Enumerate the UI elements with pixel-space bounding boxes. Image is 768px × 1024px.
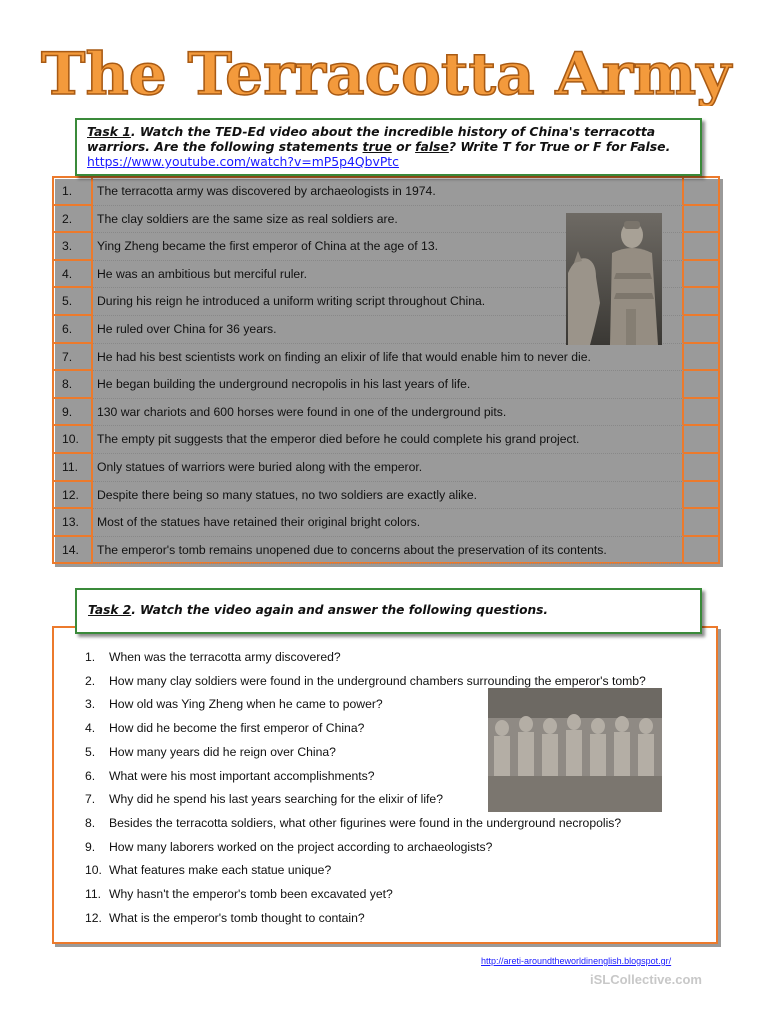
statement-text: The emperor's tomb remains unopened due to concerns about the preservation of its contents. — [93, 537, 684, 565]
question-item — [85, 887, 393, 901]
statement-number: 2. — [54, 206, 93, 234]
answer-cell[interactable] — [684, 206, 718, 234]
statement-row — [54, 399, 718, 427]
task1-text-a: . Watch the TED-Ed video about the incredible history of China's terracotta warriors. Are the following statements — [87, 124, 656, 154]
statement-text: The empty pit suggests that the emperor died before he could complete his grand project. — [93, 426, 684, 454]
question-item — [85, 911, 365, 925]
answer-cell[interactable] — [684, 288, 718, 316]
statement-text: The terracotta army was discovered by archaeologists in 1974. — [93, 178, 684, 206]
question-text: How many laborers worked on the project according to archaeologists? — [109, 839, 493, 854]
task2-instructions — [75, 588, 702, 634]
terracotta-army-rows-photo — [488, 688, 662, 812]
question-number: 1. — [85, 650, 96, 664]
statement-text: He ruled over China for 36 years. — [93, 316, 684, 344]
question-number: 4. — [85, 721, 96, 736]
question-number: 5. — [85, 744, 96, 759]
statement-number: 14. — [54, 537, 93, 565]
statement-row — [54, 344, 718, 372]
page-title — [34, 36, 738, 106]
statement-number: 12. — [54, 482, 93, 510]
statement-row — [54, 537, 718, 565]
statement-number: 4. — [54, 261, 93, 289]
question-number: 10. — [85, 863, 102, 878]
question-item — [85, 674, 646, 688]
statement-text: Despite there being so many statues, no two soldiers are exactly alike. — [93, 482, 684, 510]
question-item — [85, 745, 336, 759]
question-number: 11. — [85, 887, 102, 901]
statement-number: 11. — [54, 454, 93, 482]
answer-cell[interactable] — [684, 399, 718, 427]
question-item — [85, 697, 383, 711]
question-item — [85, 816, 621, 830]
task2-text: . Watch the video again and answer the following questions. — [131, 603, 549, 617]
task1-or-word: or — [391, 139, 416, 154]
page-title-text: The Terracotta Army — [41, 40, 734, 106]
statement-number: 10. — [54, 426, 93, 454]
statement-number: 3. — [54, 233, 93, 261]
question-item — [85, 721, 364, 735]
question-item — [85, 769, 375, 783]
answer-cell[interactable] — [684, 454, 718, 482]
statement-text: During his reign he introduced a uniform writing script throughout China. — [93, 288, 684, 316]
statement-text: Only statues of warriors were buried along with the emperor. — [93, 454, 684, 482]
answer-cell[interactable] — [684, 344, 718, 372]
statement-number: 7. — [54, 344, 93, 372]
question-text: How old was Ying Zheng when he came to power? — [109, 697, 383, 712]
source-link[interactable]: http://areti-aroundtheworldinenglish.blogspot.gr/ — [481, 956, 672, 966]
answer-cell[interactable] — [684, 261, 718, 289]
question-text: How many clay soldiers were found in the underground chambers surrounding the emperor's tomb? — [109, 673, 646, 688]
question-number: 12. — [85, 910, 102, 925]
question-text: When was the terracotta army discovered? — [109, 650, 341, 664]
question-text: What features make each statue unique? — [109, 863, 332, 878]
statement-row — [54, 371, 718, 399]
statement-number: 9. — [54, 399, 93, 427]
question-text: What is the emperor's tomb thought to contain? — [109, 910, 365, 925]
task2-label: Task 2 — [88, 603, 132, 617]
question-number: 2. — [85, 673, 96, 688]
statement-row — [54, 178, 718, 206]
task1-false-word: false — [415, 139, 449, 154]
question-text: How did he become the first emperor of China? — [109, 721, 365, 736]
statement-row — [54, 482, 718, 510]
question-item — [85, 792, 443, 806]
statement-text: Ying Zheng became the first emperor of China at the age of 13. — [93, 233, 684, 261]
statement-text: He began building the underground necropolis in his last years of life. — [93, 371, 684, 399]
statement-text: Most of the statues have retained their original bright colors. — [93, 509, 684, 537]
statement-number: 13. — [54, 509, 93, 537]
watermark: iSLCollective.com — [590, 972, 702, 987]
task1-instructions — [75, 118, 702, 176]
statement-text: 130 war chariots and 600 horses were found in one of the underground pits. — [93, 399, 684, 427]
question-item — [85, 840, 492, 854]
question-item — [85, 650, 341, 664]
statement-row — [54, 454, 718, 482]
statement-row — [54, 426, 718, 454]
question-number: 8. — [85, 815, 96, 830]
video-link[interactable]: https://www.youtube.com/watch?v=mP5p4QbvPtc — [87, 154, 399, 169]
question-text: How many years did he reign over China? — [109, 744, 336, 759]
statement-text: He was an ambitious but merciful ruler. — [93, 261, 684, 289]
answer-cell[interactable] — [684, 426, 718, 454]
statement-row — [54, 509, 718, 537]
statement-text: He had his best scientists work on finding an elixir of life that would enable him to never die. — [93, 344, 684, 372]
statement-number: 8. — [54, 371, 93, 399]
answer-cell[interactable] — [684, 509, 718, 537]
question-text: Why did he spend his last years searching for the elixir of life? — [109, 792, 443, 807]
statement-number: 5. — [54, 288, 93, 316]
question-text: What were his most important accomplishments? — [109, 768, 375, 783]
question-number: 7. — [85, 792, 96, 807]
question-text: Besides the terracotta soldiers, what other figurines were found in the underground necropolis? — [109, 815, 622, 830]
statement-number: 6. — [54, 316, 93, 344]
terracotta-warrior-photo — [566, 213, 662, 345]
answer-cell[interactable] — [684, 316, 718, 344]
answer-cell[interactable] — [684, 178, 718, 206]
answer-cell[interactable] — [684, 537, 718, 565]
answer-cell[interactable] — [684, 371, 718, 399]
statement-number: 1. — [54, 178, 93, 206]
question-number: 3. — [85, 697, 96, 712]
task1-label: Task 1 — [87, 124, 131, 139]
answer-cell[interactable] — [684, 482, 718, 510]
task1-true-word: true — [362, 139, 392, 154]
question-number: 6. — [85, 768, 96, 783]
answer-cell[interactable] — [684, 233, 718, 261]
question-text: Why hasn't the emperor's tomb been excavated yet? — [109, 887, 393, 901]
question-number: 9. — [85, 839, 96, 854]
task1-text-b: ? Write T for True or F for False. — [448, 139, 671, 154]
question-item — [85, 863, 331, 877]
statement-text: The clay soldiers are the same size as real soldiers are. — [93, 206, 684, 234]
